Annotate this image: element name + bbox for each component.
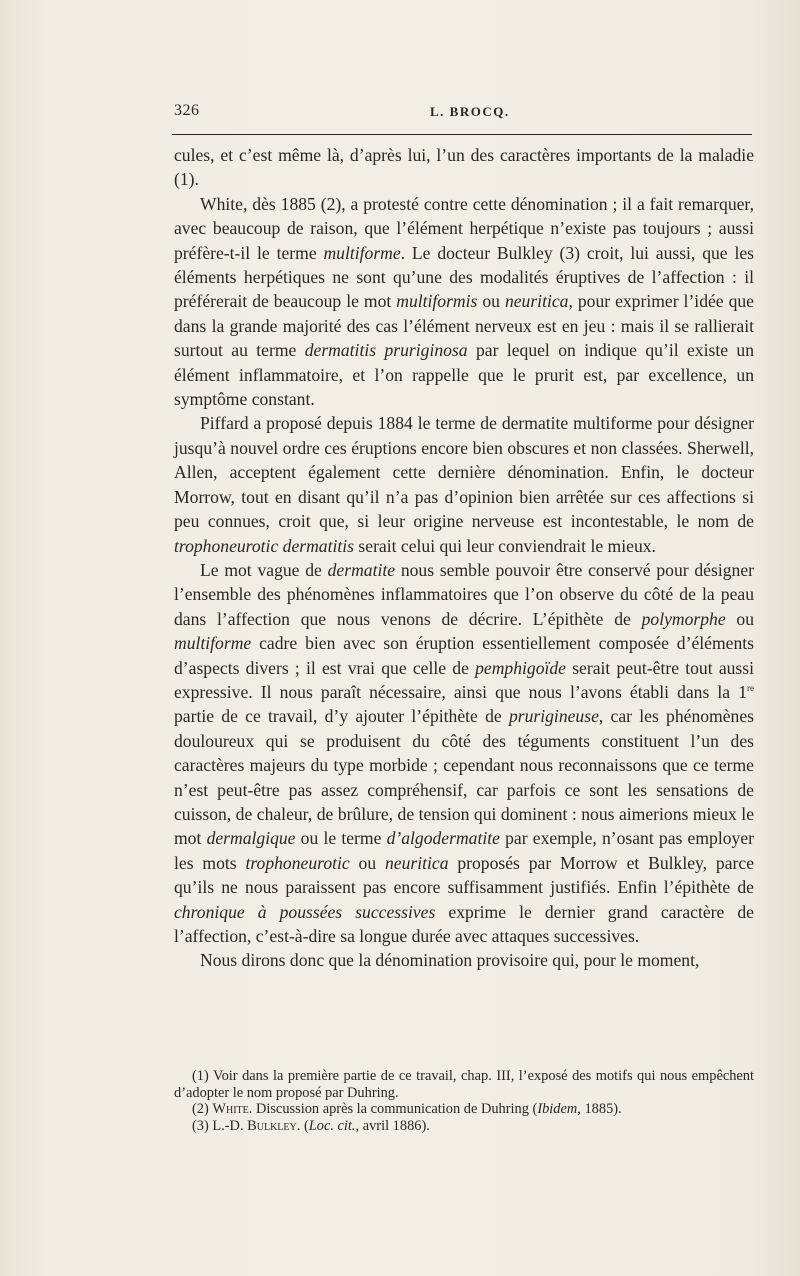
text-run: serait peut-être tout aussi expressive. Il nous paraît nécessaire, ainsi que nous l’avons établi dans la	[174, 657, 755, 702]
text-run: , 1885).	[577, 1101, 622, 1118]
italic-text: Loc. cit.	[308, 1117, 356, 1134]
footnote	[174, 1068, 754, 1101]
text-run: . (	[296, 1117, 309, 1134]
italic-text: multiforme	[323, 242, 401, 263]
text-run: 1	[738, 681, 747, 702]
text-run: , pour exprimer l’idée que dans la grande majorité des cas l’élément nerveux est en jeu : mais il se rallierait surtout au terme	[174, 291, 754, 361]
italic-text: dermatite	[327, 559, 396, 580]
text-run: partie de ce travail, d’y ajouter l’épithète de	[174, 706, 509, 727]
text-run: Nous dirons donc que la dénomination provisoire qui, pour le moment,	[200, 950, 700, 971]
page-number: 326	[174, 102, 200, 119]
italic-text: neuritica	[504, 291, 569, 312]
paragraph	[174, 411, 754, 557]
text-run: serait celui qui leur conviendrait le mieux.	[354, 535, 656, 556]
italic-text: trophoneurotic	[245, 852, 350, 873]
text-run: , car les phénomènes douloureux qui se produisent du côté des téguments constituent l’un des caractères majeurs du type morbide ; cependant nous reconnaissons que ce terme n’est peut-être pas assez compréhensif, car parfois ce sont les sensations de cuisson, de chaleur, de brûlure, de tension qui dominent : nous aimerions mieux le mot	[174, 706, 754, 849]
footnotes	[174, 1068, 754, 1134]
italic-text: Ibidem	[537, 1101, 578, 1118]
italic-text: neuritica	[384, 852, 449, 873]
paragraph	[174, 143, 754, 192]
italic-text: d’algodermatite	[386, 828, 500, 849]
text-run: proposés par Morrow et Bulkley, parce qu’ils ne nous paraissent pas encore suffisamment justifiés. Enfin l’épithète de	[174, 852, 754, 898]
italic-text: dermalgique	[206, 828, 296, 849]
running-head: L. BROCQ.	[430, 104, 510, 119]
header-rule	[172, 134, 752, 135]
text-run: (3) L.-D.	[192, 1117, 248, 1134]
text-run: . Le docteur Bulkley (3) croit, lui aussi, que les éléments herpétiques ne sont qu’une des modalités éruptives de l’affection : il préférerait de beaucoup le mot	[174, 242, 754, 312]
text-run: par exemple, n’osant pas employer les mots	[174, 828, 755, 873]
page-header	[174, 102, 752, 124]
text-run: (2)	[192, 1101, 213, 1118]
paragraph	[174, 948, 754, 972]
superscript-text: re	[747, 683, 754, 694]
text-run: Piffard a proposé depuis 1884 le terme de dermatite multiforme pour désigner jusqu’à nouvel ordre ces éruptions encore bien obscures et non classées. Sherwell, Allen, acceptent également cette dernière dénomination. Enfin, le docteur Morrow, tout en disant qu’il n’a pas d’opinion bien arrêtée sur ces affections si peu connues, croit que, si leur origine nerveuse est incontestable, le nom de	[174, 413, 754, 532]
text-run: ou	[725, 608, 754, 629]
paragraph	[174, 558, 754, 949]
text-run: cadre bien avec son éruption essentiellement composée d’éléments d’aspects divers ; il est vrai que celle de	[174, 633, 754, 678]
text-run: ou le terme	[295, 828, 387, 849]
small-caps-text: Bulkley	[247, 1117, 297, 1134]
text-run: . Discussion après la communication de Duhring (	[248, 1101, 538, 1118]
small-caps-text: White	[212, 1101, 249, 1118]
italic-text: dermatitis pruriginosa	[304, 340, 468, 361]
italic-text: polymorphe	[641, 608, 726, 629]
text-run: White, dès 1885 (2), a protesté contre cette dénomination ; il a fait remarquer, avec beaucoup de raison, que l’élément herpétique n’existe pas toujours ; aussi préfère-t-il le terme	[174, 193, 754, 263]
text-run: nous semble pouvoir être conservé pour désigner l’ensemble des phénomènes inflammatoires que l’on observe du côté de la peau dans l’affection que nous venons de décrire. L’épithète de	[174, 559, 754, 629]
text-run: , avril 1886).	[355, 1117, 430, 1134]
text-run: ou	[477, 291, 505, 312]
paragraph	[174, 192, 754, 412]
text-run: exprime le dernier grand caractère de l’affection, c’est-à-dire sa longue durée avec attaques successives.	[174, 901, 754, 946]
footnote	[174, 1118, 754, 1135]
footnote	[174, 1101, 754, 1118]
italic-text: pemphigoïde	[475, 657, 566, 678]
text-run: ou	[349, 852, 385, 873]
italic-text: prurigineuse	[508, 706, 599, 727]
text-run: par lequel on indique qu’il existe un élément inflammatoire, et l’on rappelle que le prurit est, par excellence, un symptôme constant.	[174, 340, 755, 410]
italic-text: chronique à poussées successives	[174, 901, 436, 922]
italic-text: multiforme	[174, 633, 252, 654]
italic-text: multiformis	[396, 291, 478, 312]
italic-text: trophoneurotic dermatitis	[174, 535, 355, 556]
text-run: Le mot vague de	[200, 559, 328, 580]
text-run: (1) Voir dans la première partie de ce travail, chap. III, l’exposé des motifs qui nous empêchent d’adopter le nom proposé par Duhring.	[174, 1068, 754, 1101]
body-text	[174, 143, 754, 973]
text-run: cules, et c’est même là, d’après lui, l’un des caractères importants de la maladie (1).	[174, 145, 754, 190]
